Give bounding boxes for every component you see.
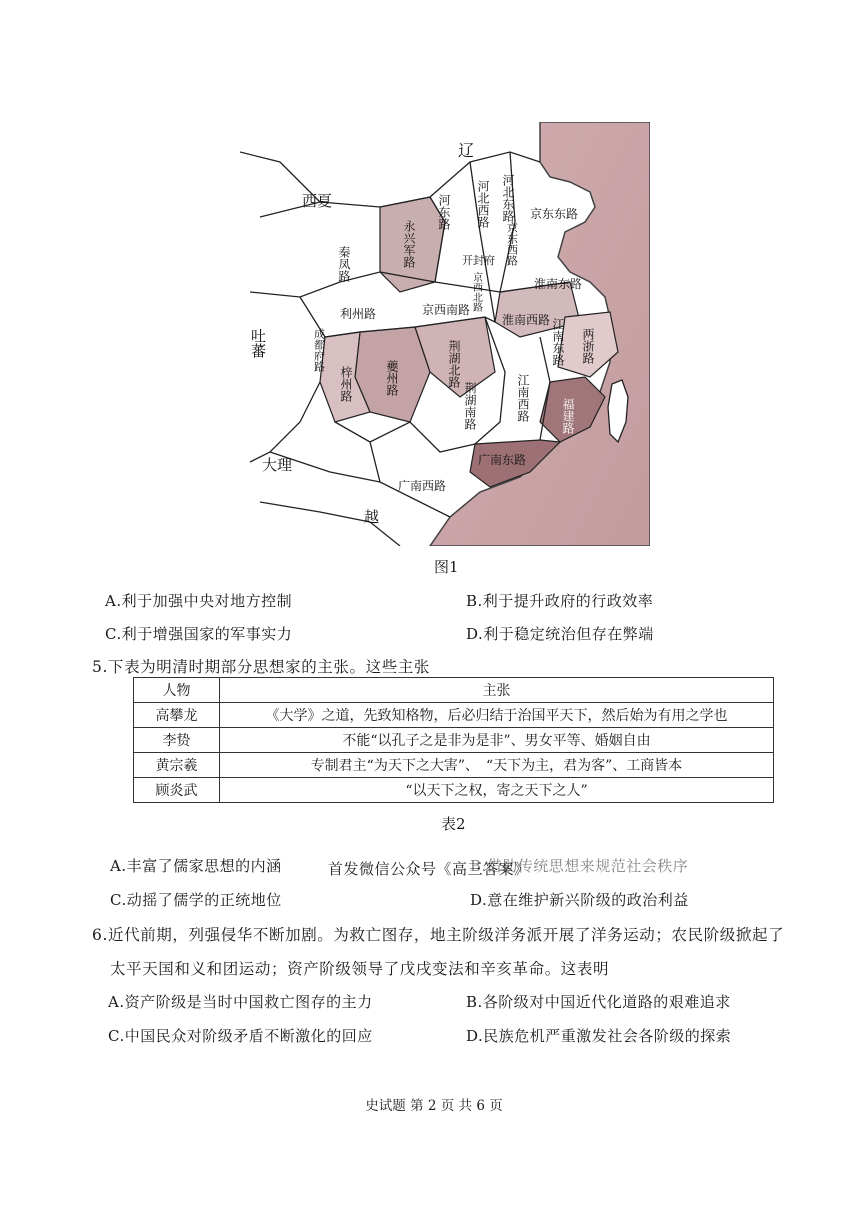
map-label-hedong: 河东路 — [437, 194, 451, 230]
table-cell-claim: “以天下之权，寄之天下之人” — [220, 778, 774, 803]
map-label-kaifeng: 开封府 — [462, 254, 495, 267]
map-label-lizhou: 利州路 — [340, 307, 377, 321]
q6-stem-line2: 太平天国和义和团运动；资产阶级领导了戊戌变法和辛亥革命。这表明 — [110, 960, 610, 978]
map-label-guangnanxi: 广南西路 — [398, 479, 447, 493]
map-label-qinfeng: 秦凤路 — [337, 246, 351, 282]
q6-option-a[interactable]: A.资产阶级是当时中国救亡图存的主力 — [108, 993, 373, 1011]
q5-option-a[interactable]: A.丰富了儒家思想的内涵 — [110, 857, 282, 875]
map-label-huainandong: 淮南东路 — [534, 277, 583, 291]
map-label-jinghubei: 荆湖北路 — [447, 340, 461, 388]
q4-option-a[interactable]: A.利于加强中央对地方控制 — [105, 592, 293, 610]
map-label-dali: 大理 — [262, 456, 293, 474]
q4-option-c[interactable]: C.利于增强国家的军事实力 — [105, 625, 293, 643]
table-row — [134, 728, 774, 753]
table-row — [134, 703, 774, 728]
q5-stem: 5.下表为明清时期部分思想家的主张。这些主张 — [92, 658, 430, 676]
table-header-cell: 主张 — [220, 678, 774, 703]
map-label-liao: 辽 — [458, 141, 475, 160]
map-label-hebeidong: 河北东路 — [501, 174, 515, 222]
table-cell-person: 李贽 — [134, 728, 220, 753]
q4-option-d[interactable]: D.利于稳定统治但存在弊端 — [466, 625, 654, 643]
table-cell-claim: 不能“以孔子之是非为是非”、男女平等、婚姻自由 — [220, 728, 774, 753]
thinkers-table — [133, 677, 774, 803]
table-row — [134, 753, 774, 778]
map-label-jiangnandong: 江南东路 — [551, 318, 565, 366]
map-label-tubo: 吐蕃 — [249, 328, 267, 358]
song-administrative-map — [240, 122, 650, 546]
map-label-jingdongxi: 京东西路 — [505, 222, 519, 266]
map-label-liangzhe: 两浙路 — [581, 328, 595, 364]
map-label-yue: 越 — [364, 508, 380, 526]
map-label-jiangnanxi: 江南西路 — [516, 374, 530, 422]
map-label-fujian: 福建路 — [561, 398, 575, 434]
table-caption: 表2 — [441, 815, 466, 833]
q5-option-b[interactable]: B.借助传统思想来规范社会秩序 — [470, 857, 689, 875]
map-label-zizhou: 梓州路 — [339, 366, 353, 402]
map-label-chengdu: 成都府路 — [312, 328, 326, 372]
map-label-jingxibei: 京西北路 — [470, 272, 482, 312]
map-label-jinghunan: 荆湖南路 — [463, 382, 477, 430]
q6-option-d[interactable]: D.民族危机严重激发社会各阶级的探索 — [466, 1027, 732, 1045]
map-label-hebeixi: 河北西路 — [476, 180, 490, 228]
q6-option-b[interactable]: B.各阶级对中国近代化道路的艰难追求 — [466, 993, 731, 1011]
map-label-guangnandong: 广南东路 — [478, 453, 527, 467]
q6-stem-line1: 6.近代前期，列强侵华不断加剧。为救亡图存，地主阶级洋务派开展了洋务运动；农民阶级掀起了 — [92, 926, 785, 944]
table-cell-claim: 《大学》之道，先致知格物，后必归结于治国平天下，然后始为有用之学也 — [220, 703, 774, 728]
watermark-text: 首发微信公众号《高三答案》 — [328, 860, 530, 878]
map-label-huainanxi: 淮南西路 — [502, 313, 551, 327]
map-label-yongxing: 永兴军路 — [402, 220, 416, 268]
table-cell-person: 黄宗羲 — [134, 753, 220, 778]
table-cell-claim: 专制君主“为天下之大害”、 “天下为主，君为客”、工商皆本 — [220, 753, 774, 778]
table-cell-person: 顾炎武 — [134, 778, 220, 803]
map-label-jingdongdong: 京东东路 — [530, 207, 579, 221]
table-cell-person: 高攀龙 — [134, 703, 220, 728]
map-label-kuizhou: 夔州路 — [385, 360, 399, 396]
q5-option-d[interactable]: D.意在维护新兴阶级的政治利益 — [470, 891, 689, 909]
map-label-jingxinan: 京西南路 — [422, 303, 471, 317]
table-header-row — [134, 678, 774, 703]
table-header-cell: 人物 — [134, 678, 220, 703]
q4-option-b[interactable]: B.利于提升政府的行政效率 — [466, 592, 654, 610]
figure-caption: 图1 — [434, 558, 459, 576]
map-label-xixia: 西夏 — [302, 192, 333, 210]
page-footer: 史试题 第 2 页 共 6 页 — [365, 1098, 503, 1114]
table-row — [134, 778, 774, 803]
q6-option-c[interactable]: C.中国民众对阶级矛盾不断激化的回应 — [108, 1027, 373, 1045]
q5-option-c[interactable]: C.动摇了儒学的正统地位 — [110, 891, 282, 909]
